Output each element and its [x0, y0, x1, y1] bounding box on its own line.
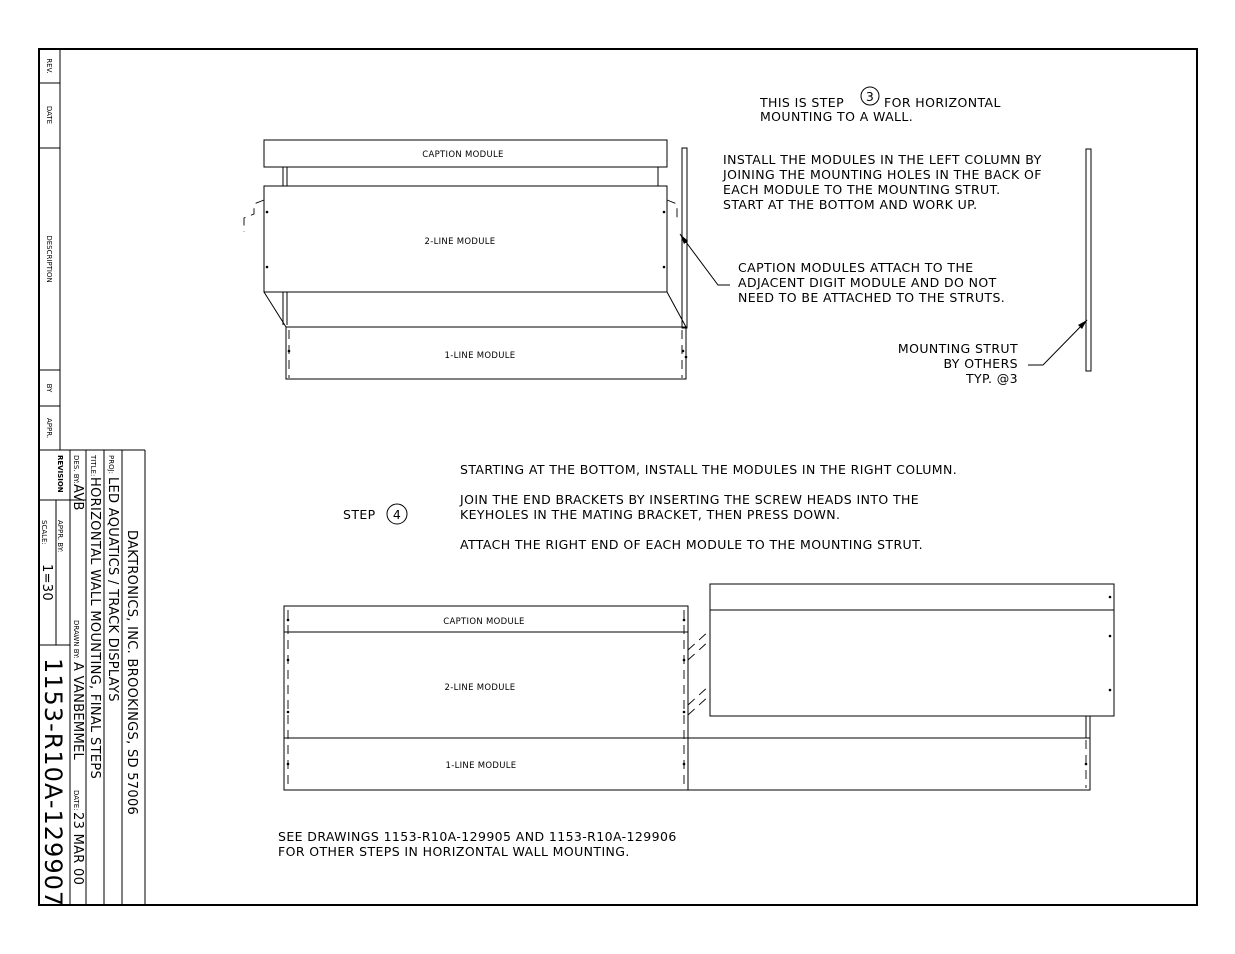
step4-label: STEP [343, 507, 376, 522]
strut-note-2: BY OTHERS [943, 356, 1018, 371]
proj-label: PROJ: [107, 455, 115, 475]
step4-diagram [284, 584, 1114, 790]
step4-right-1line-module [688, 738, 1090, 790]
install-line-1: INSTALL THE MODULES IN THE LEFT COLUMN BY [723, 152, 1042, 167]
step4-line-3: KEYHOLES IN THE MATING BRACKET, THEN PRESS DOWN. [460, 507, 841, 522]
mounting-strut [1086, 149, 1091, 371]
date-label: DATE: [72, 790, 80, 811]
step3-caption-label: CAPTION MODULE [422, 150, 504, 160]
revision-block [39, 49, 60, 450]
title-label: TITLE: [89, 455, 97, 477]
date-header: DATE [45, 105, 53, 125]
appr-by-label: APPR. BY: [56, 520, 64, 553]
des-by-label: DES. BY: [72, 455, 80, 484]
description-header: DESCRIPTION [45, 235, 53, 283]
step4-line-4: ATTACH THE RIGHT END OF EACH MODULE TO THE MOUNTING STRUT. [460, 537, 924, 552]
step4-line-2: JOIN THE END BRACKETS BY INSERTING THE SCREW HEADS INTO THE [460, 492, 920, 507]
by-header: BY [45, 383, 53, 393]
step3-intro-2: MOUNTING TO A WALL. [760, 109, 914, 124]
revision-label: REVISION [56, 455, 64, 493]
title-block [39, 450, 145, 907]
step4-floating-module [710, 584, 1114, 716]
company-name: DAKTRONICS, INC. BROOKINGS, SD 57006 [124, 530, 139, 816]
step4-caption-label: CAPTION MODULE [443, 617, 525, 627]
step4-1line-label: 1-LINE MODULE [445, 761, 517, 771]
caption-note-3: NEED TO BE ATTACHED TO THE STRUTS. [738, 290, 1006, 305]
step4-number: 4 [392, 507, 402, 522]
caption-note-2: ADJACENT DIGIT MODULE AND DO NOT [738, 275, 997, 290]
designer: AVB [70, 484, 85, 511]
project-name: LED AQUATICS / TRACK DISPLAYS [105, 477, 120, 702]
strut-note-3: TYP. @3 [965, 371, 1018, 386]
caption-note-1: CAPTION MODULES ATTACH TO THE [738, 260, 974, 275]
step3-intro-b: FOR HORIZONTAL [884, 95, 1001, 110]
drawing-title: HORIZONTAL WALL MOUNTING, FINAL STEPS [87, 477, 102, 780]
footer-line-2: FOR OTHER STEPS IN HORIZONTAL WALL MOUNTING. [278, 844, 630, 859]
strut-note-1: MOUNTING STRUT [897, 341, 1018, 356]
strut-note-leader [1028, 320, 1087, 365]
install-line-3: EACH MODULE TO THE MOUNTING STRUT. [723, 182, 1001, 197]
drawing-date: 23 MAR 00 [70, 812, 85, 886]
footer-line-1: SEE DRAWINGS 1153-R10A-129905 AND 1153-R10A-129906 [278, 829, 677, 844]
drafter: A VANBEMMEL [70, 662, 85, 761]
install-line-4: START AT THE BOTTOM AND WORK UP. [723, 197, 978, 212]
step3-2line-label: 2-LINE MODULE [424, 237, 496, 247]
scale-value: 1=30 [39, 564, 54, 601]
drawing-number: 1153-R10A-129907 [39, 658, 67, 908]
step4-line-1: STARTING AT THE BOTTOM, INSTALL THE MODULES IN THE RIGHT COLUMN. [460, 462, 958, 477]
step4-2line-label: 2-LINE MODULE [444, 683, 516, 693]
step3-intro-a: THIS IS STEP [760, 95, 845, 110]
step3-1line-label: 1-LINE MODULE [444, 351, 516, 361]
drawn-by-label: DRAWN BY: [72, 620, 80, 659]
appr-header: APPR. [45, 417, 53, 439]
step4-notes [343, 462, 957, 552]
install-line-2: JOINING THE MOUNTING HOLES IN THE BACK OF [723, 167, 1042, 182]
footer-note [278, 829, 677, 859]
step3-notes [722, 87, 1042, 386]
step3-number: 3 [865, 89, 875, 104]
scale-label: SCALE: [40, 520, 48, 545]
rev-header: REV. [45, 58, 53, 74]
